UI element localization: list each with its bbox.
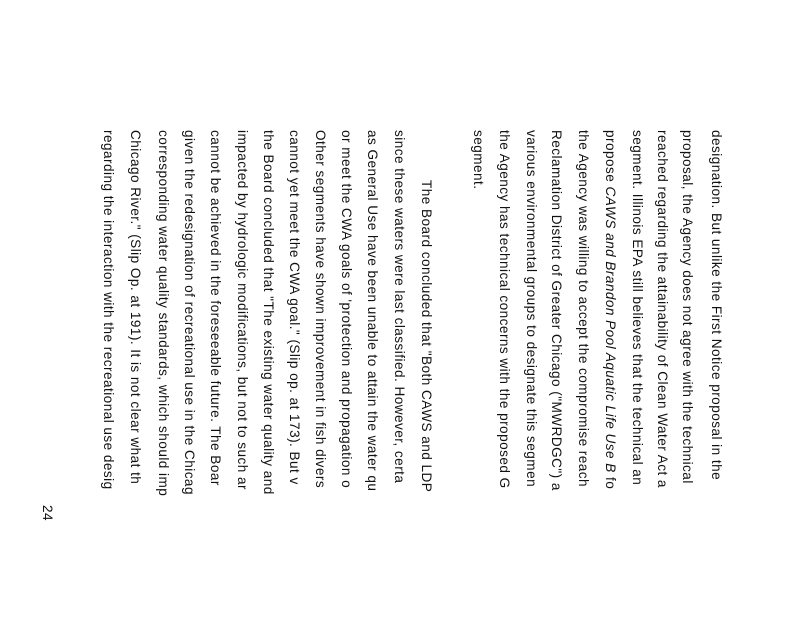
paragraph-2-line: regarding the interaction with the recreational use desig (101, 130, 116, 490)
paragraph-1-line: proposal, the Agency does not agree with the technical (680, 130, 695, 484)
paragraph-1-line: the Agency has technical concerns with the proposed G (497, 130, 512, 489)
italic-term: CAWS and Brandon Pool Aquatic Life Use B (603, 186, 618, 473)
paragraph-2-line: The Board concluded that "Both CAWS and LDP (419, 180, 434, 493)
paragraph-1-line: propose CAWS and Brandon Pool Aquatic Life Use B fo (603, 130, 618, 490)
paragraph-1-line: designation. But unlike the First Notice proposal in the (709, 130, 724, 481)
paragraph-2-line: cannot be achieved in the foreseeable future. The Boar (208, 130, 223, 486)
paragraph-1-line: segment. Illinois EPA still believes that the technical an (630, 130, 645, 486)
paragraph-2-line: corresponding water quality standards, which should imp (156, 130, 171, 497)
paragraph-2-line: Chicago River." (Slip Op. at 191). It is not clear what th (128, 130, 143, 485)
paragraph-1-line: reached regarding the attainability of Clean Water Act a (655, 130, 670, 488)
paragraph-2-line: the Board concluded that "The existing water quality and (261, 130, 276, 495)
paragraph-2-line: or meet the CWA goals of 'protection and propagation o (339, 130, 354, 489)
paragraph-2-line: impacted by hydrologic modifications, but not to such ar (235, 130, 250, 490)
paragraph-2-line: given the redesignation of recreational use in the Chicag (182, 130, 197, 495)
paragraph-1-line: segment. (471, 130, 486, 190)
page-number: 24 (40, 505, 55, 521)
paragraph-1-line: the Agency was willing to accept the compromise reach (576, 130, 591, 488)
paragraph-2-line: Other segments have shown improvement in fish divers (313, 130, 328, 489)
paragraph-1-line: Reclamation District of Greater Chicago ("MWRDGC") a (549, 130, 564, 491)
paragraph-1-line: various environmental groups to designate this segmen (524, 130, 539, 488)
paragraph-2-line: since these waters were last classified. However, certa (392, 130, 407, 484)
paragraph-2-line: as General Use have been unable to attain the water qu (365, 130, 380, 492)
paragraph-2-line: cannot yet meet the CWA goal." (Slip op. at 173). But v (287, 130, 302, 485)
